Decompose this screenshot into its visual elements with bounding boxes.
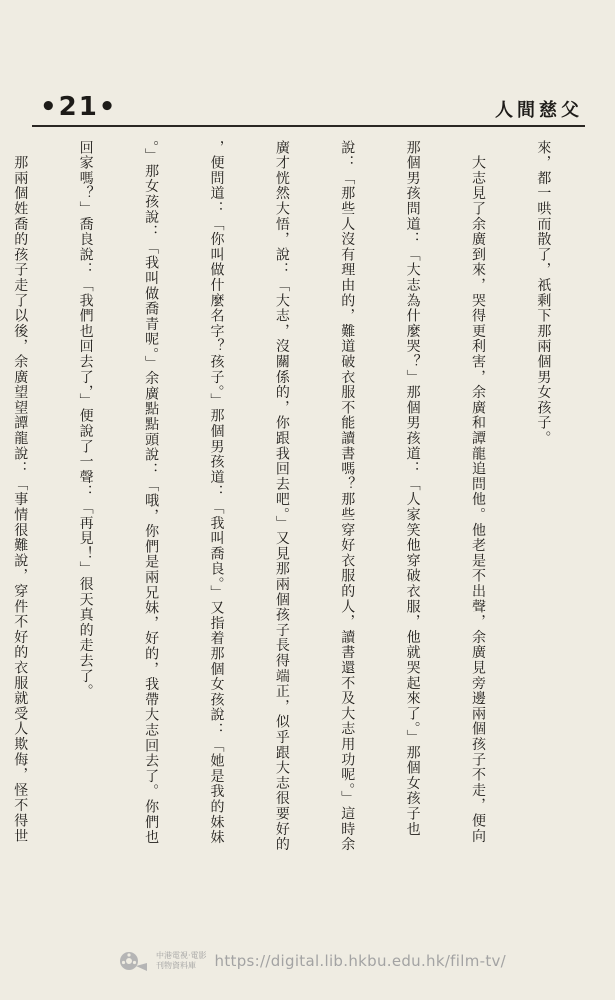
running-title: 人間慈父 [495, 100, 583, 121]
film-reel-icon [118, 950, 148, 972]
text-column: 說：「那些人沒有理由的，難道破衣服不能讀書嗎？那些穿好衣服的人，讀書還不及大志用功呢。」這時余 [339, 140, 356, 853]
watermark [118, 950, 506, 972]
watermark-url[interactable]: https://digital.lib.hkbu.edu.hk/film-tv/ [214, 952, 507, 970]
watermark-org: 中港電視·電影 刊物資料庫 [156, 951, 207, 970]
text-column: 那兩個姓喬的孩子走了以後，余廣望望譚龍說：「事情很難說，穿件不好的衣服就受人欺侮，怪不得世 [12, 140, 29, 844]
text-column: 大志見了余廣到來，哭得更利害，余廣和譚龍追問他。他老是不出聲，余廣見旁邊兩個孩子不走，便向 [470, 140, 487, 844]
text-column: ，便問道：「你叫做什麼名字？孩子。」那個男孩道：「我叫喬良。」又指着那個女孩說：「她是我的妹妹 [208, 140, 225, 846]
text-column: 那個男孩問道：「大志為什麼哭？」那個男孩道：「人家笑他穿破衣服，他就哭起來了。」那個女孩子也 [404, 140, 421, 837]
text-column: 廣才恍然大悟，說：「大志，沒關係的，你跟我回去吧。」又見那兩個孩子長得端正，似乎跟大志很要好的 [273, 140, 290, 853]
page-number: •21• [40, 92, 118, 122]
header-rule [32, 125, 585, 127]
text-column: 來，都一哄而散了，祇剩下那兩個男女孩子。 [535, 140, 552, 446]
text-column: 回家嗎？」喬良說：「我們也回去了，」便說了一聲：「再見！」很天真的走去了。 [77, 140, 94, 700]
text-column: 。」那女孩說：「我叫做喬青呢。」余廣點點頭說：「哦，你們是兩兄妹，好的，我帶大志回去了。你們也 [143, 140, 160, 846]
body-text [12, 140, 597, 910]
